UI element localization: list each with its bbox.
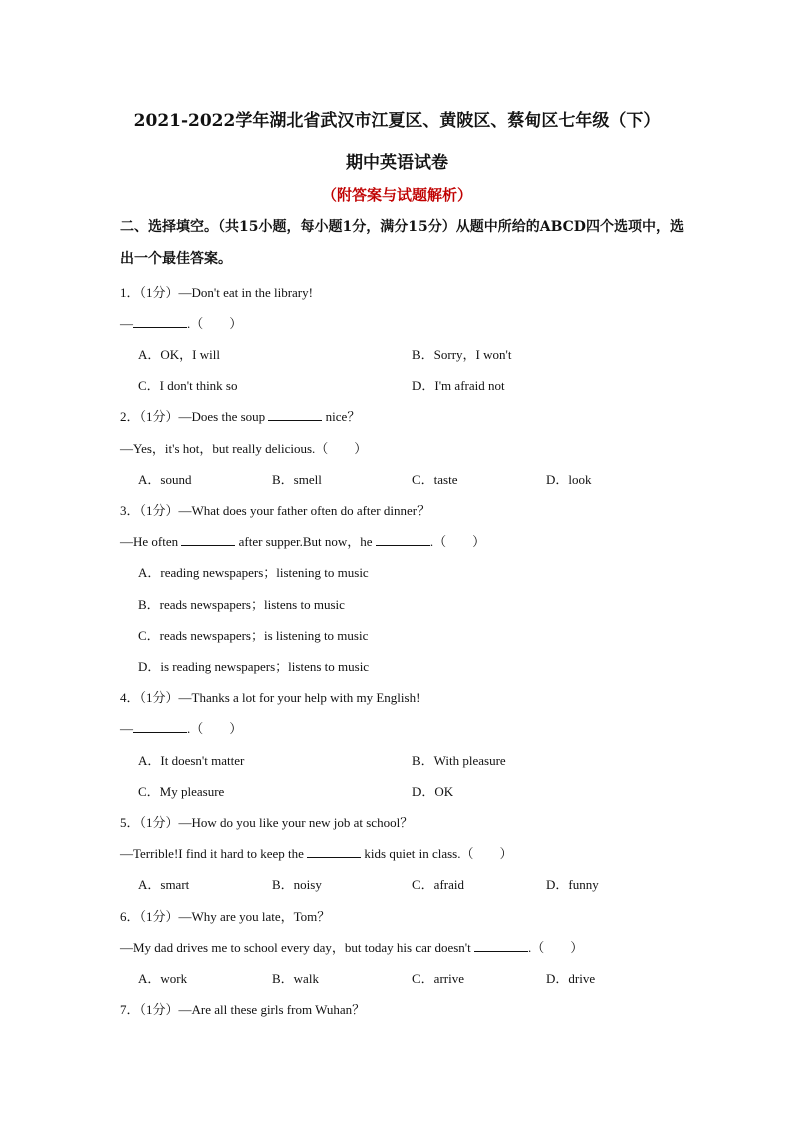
question-5-option-c: C．afraid [412, 877, 464, 892]
question-7-stem: 7．（1分）—Are all these girls from Wuhan？ [120, 1002, 366, 1017]
question-5-option-a: A．smart [138, 877, 190, 892]
question-1-answer-line: — .（ ） [120, 316, 243, 331]
question-3-answer-line: —He often after supper.But now，he .（ ） [120, 534, 486, 549]
answer-blank [376, 533, 430, 546]
answer-blank [474, 939, 528, 952]
question-2-option-d: D．look [546, 472, 592, 487]
exam-title-line2: 期中英语试卷 [346, 153, 448, 173]
exam-title-line1: 2021-2022学年湖北省武汉市江夏区、黄陂区、蔡甸区七年级（下） [133, 111, 661, 131]
answer-blank [133, 720, 187, 733]
question-4-option-b: B．With pleasure [412, 753, 506, 768]
question-2-stem: 2．（1分）—Does the soup nice？ [120, 409, 361, 424]
question-4-answer-line: — .（ ） [120, 721, 243, 736]
question-1-option-c: C．I don't think so [138, 378, 238, 393]
question-4-option-a: A．It doesn't matter [138, 753, 245, 768]
question-6-answer-line: —My dad drives me to school every day，but today his car doesn't .（ ） [120, 940, 584, 955]
question-1-stem: 1．（1分）—Don't eat in the library! [120, 285, 313, 300]
question-3-option-d: D．is reading newspapers；listens to music [138, 659, 370, 674]
question-3-stem: 3．（1分）—What does your father often do after dinner？ [120, 503, 431, 518]
answer-blank [268, 408, 322, 421]
answer-blank [181, 533, 235, 546]
question-3-option-b: B．reads newspapers；listens to music [138, 597, 345, 612]
section-heading: 二、选择填空。（共15小题，每小题1分，满分15分）从题中所给的ABCD四个选项中，选出一个最佳答案。 [120, 219, 684, 267]
question-5-stem: 5．（1分）—How do you like your new job at school？ [120, 815, 414, 830]
question-2-option-b: B．smell [272, 472, 322, 487]
question-5-option-b: B．noisy [272, 877, 322, 892]
question-6-option-a: A．work [138, 971, 188, 986]
question-4-option-d: D．OK [412, 784, 454, 799]
question-6-stem: 6．（1分）—Why are you late，Tom？ [120, 909, 331, 924]
answer-blank [133, 315, 187, 328]
question-1-option-a: A．OK，I will [138, 347, 220, 362]
question-3-option-a: A．reading newspapers；listening to music [138, 565, 369, 580]
question-2-option-a: A．sound [138, 472, 192, 487]
exam-subtitle: （附答案与试题解析） [321, 186, 472, 204]
question-6-option-d: D．drive [546, 971, 596, 986]
answer-blank [307, 845, 361, 858]
question-4-option-c: C．My pleasure [138, 784, 225, 799]
question-4-stem: 4．（1分）—Thanks a lot for your help with my English! [120, 690, 421, 705]
question-5-option-d: D．funny [546, 877, 599, 892]
question-1-option-b: B．Sorry，I won't [412, 347, 512, 362]
question-3-option-c: C．reads newspapers；is listening to music [138, 628, 369, 643]
question-2-answer-line: —Yes，it's hot，but really delicious.（ ） [120, 441, 368, 456]
question-6-option-b: B．walk [272, 971, 319, 986]
question-1-option-d: D．I'm afraid not [412, 378, 505, 393]
question-6-option-c: C．arrive [412, 971, 464, 986]
question-2-option-c: C．taste [412, 472, 458, 487]
question-5-answer-line: —Terrible!I find it hard to keep the kids quiet in class.（ ） [120, 846, 513, 861]
